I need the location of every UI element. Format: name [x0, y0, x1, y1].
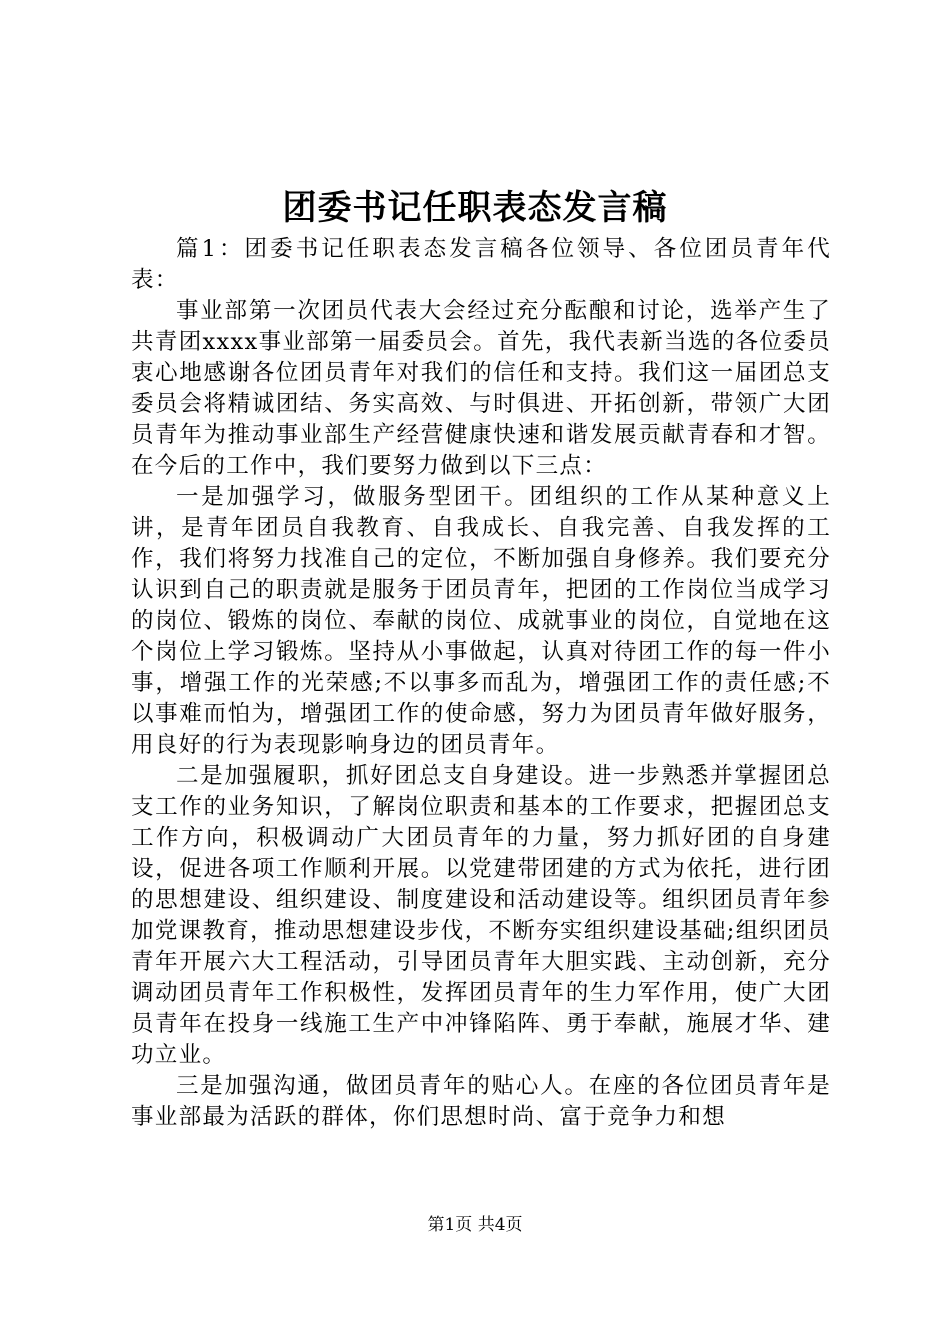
document-title: 团委书记任职表态发言稿	[282, 188, 668, 228]
paragraph: 事业部第一次团员代表大会经过充分酝酿和讨论，选举产生了共青团xxxx事业部第一届委员会。首先，我代表新当选的各位委员衷心地感谢各位团员青年对我们的信任和支持。我们这一届团总支委员会将精诚团结、务实高效、与时俱进、开拓创新，带领广大团员青年为推动事业部生产经营健康快速和谐发展贡献青春和才智。在今后的工作中，我们要努力做到以下三点：	[131, 298, 831, 479]
paragraph: 二是加强履职，抓好团总支自身建设。进一步熟悉并掌握团总支工作的业务知识，了解岗位职责和基本的工作要求，把握团总支工作方向，积极调动广大团员青年的力量，努力抓好团的自身建设，促进各项工作顺利开展。以党建带团建的方式为依托，进行团的思想建设、组织建设、制度建设和活动建设等。组织团员青年参加党课教育，推动思想建设步伐，不断夯实组织建设基础;组织团员青年开展六大工程活动，引导团员青年大胆实践、主动创新，充分调动团员青年工作积极性，发挥团员青年的生力军作用，使广大团员青年在投身一线施工生产中冲锋陷阵、勇于奉献，施展才华、建功立业。	[131, 763, 831, 1068]
document-body	[131, 234, 831, 1133]
paragraph: 三是加强沟通，做团员青年的贴心人。在座的各位团员青年是事业部最为活跃的群体，你们思想时尚、富于竞争力和想	[131, 1073, 831, 1130]
paragraph: 篇1：团委书记任职表态发言稿各位领导、各位团员青年代表：	[131, 236, 831, 293]
page-footer: 第1页 共4页	[427, 1215, 523, 1235]
paragraph: 一是加强学习，做服务型团干。团组织的工作从某种意义上讲，是青年团员自我教育、自我成长、自我完善、自我发挥的工作，我们将努力找准自己的定位，不断加强自身修养。我们要充分认识到自己的职责就是服务于团员青年，把团的工作岗位当成学习的岗位、锻炼的岗位、奉献的岗位、成就事业的岗位，自觉地在这个岗位上学习锻炼。坚持从小事做起，认真对待团工作的每一件小事，增强工作的光荣感;不以事多而乱为，增强团工作的责任感;不以事难而怕为，增强团工作的使命感，努力为团员青年做好服务，用良好的行为表现影响身边的团员青年。	[131, 484, 831, 758]
